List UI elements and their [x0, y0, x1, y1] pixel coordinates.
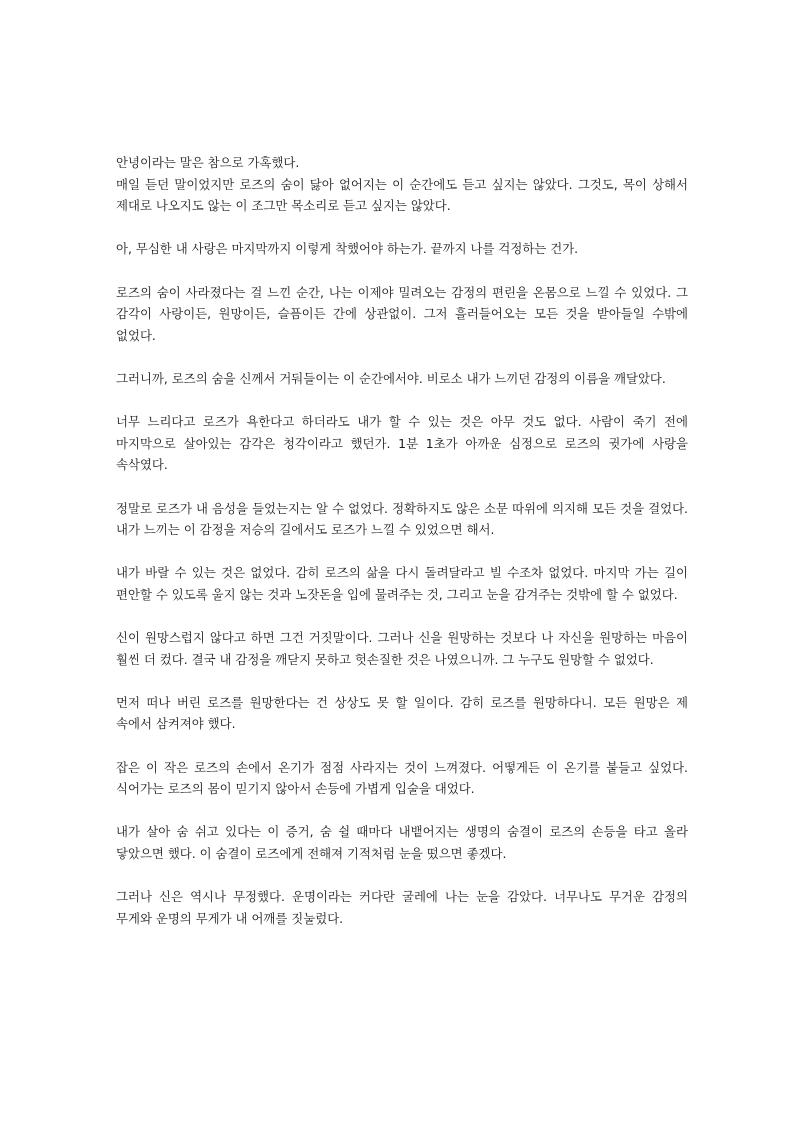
paragraph-13: 그러나 신은 역시나 무정했다. 운명이라는 커다란 굴레에 나는 눈을 감았다. 너무나도 무거운 감정의 무게와 운명의 무게가 내 어깨를 짓눌렀다.	[116, 889, 688, 926]
paragraph-6: 너무 느리다고 로즈가 욕한다고 하더라도 내가 할 수 있는 것은 아무 것도 없다. 사람이 죽기 전에 마지막으로 살아있는 감각은 청각이라고 했던가. 1분 1초가 아까운 심정으로 로즈의 귓가에 사랑을 속삭였다.	[116, 414, 688, 473]
paragraph-5: 그러니까, 로즈의 숨을 신께서 거둬들이는 이 순간에서야. 비로소 내가 느끼던 감정의 이름을 깨달았다.	[116, 370, 666, 386]
paragraph-9: 신이 원망스럽지 않다고 하면 그건 거짓말이다. 그러나 신을 원망하는 것보다 나 자신을 원망하는 마음이 훨씬 더 컸다. 결국 내 감정을 깨닫지 못하고 헛손질한 것은 나였으니까. 그 누구도 원망할 수 없었다.	[116, 630, 688, 667]
paragraph-12: 내가 살아 숨 쉬고 있다는 이 증거, 숨 쉴 때마다 내뱉어지는 생명의 숨결이 로즈의 손등을 타고 올라 닿았으면 했다. 이 숨결이 로즈에게 전해져 기적처럼 눈을 떴으면 좋겠다.	[116, 824, 688, 861]
paragraph-10: 먼저 떠나 버린 로즈를 원망한다는 건 상상도 못 할 일이다. 감히 로즈를 원망하다니. 모든 원망은 제 속에서 삼켜져야 했다.	[116, 694, 688, 732]
paragraph-11: 잡은 이 작은 로즈의 손에서 온기가 점점 사라지는 것이 느껴졌다. 어떻게든 이 온기를 붙들고 싶었다. 식어가는 로즈의 몸이 믿기지 않아서 손등에 가볍게 입술을 대었다.	[116, 759, 688, 797]
paragraph-4: 로즈의 숨이 사라졌다는 걸 느낀 순간, 나는 이제야 밀려오는 감정의 편린을 온몸으로 느낄 수 있었다. 그 감각이 사랑이든, 원망이든, 슬픔이든 간에 상관없이. 그저 흘러들어오는 모든 것을 받아들일 수밖에 없었다.	[116, 284, 688, 343]
paragraph-2: 매일 듣던 말이었지만 로즈의 숨이 닳아 없어지는 이 순간에도 듣고 싶지는 않았다. 그것도, 목이 상해서 제대로 나오지도 않는 이 조그만 목소리로 듣고 싶지는 않았다.	[116, 176, 688, 214]
paragraph-7: 정말로 로즈가 내 음성을 들었는지는 알 수 없었다. 정확하지도 않은 소문 따위에 의지해 모든 것을 걸었다. 내가 느끼는 이 감정을 저승의 길에서도 로즈가 느낄 수 있었으면 해서.	[116, 500, 688, 538]
document-body	[116, 152, 688, 951]
paragraph-8: 내가 바랄 수 있는 것은 없었다. 감히 로즈의 삶을 다시 돌려달라고 빌 수조차 없었다. 마지막 가는 길이 편안할 수 있도록 울지 않는 것과 노잣돈을 입에 물려주는 것, 그리고 눈을 감겨주는 것밖에 할 수 없었다.	[116, 565, 688, 602]
paragraph-3: 아, 무심한 내 사랑은 마지막까지 이렇게 착했어야 하는가. 끝까지 나를 걱정하는 건가.	[116, 241, 579, 257]
paragraph-1: 안녕이라는 말은 참으로 가혹했다.	[116, 155, 300, 170]
